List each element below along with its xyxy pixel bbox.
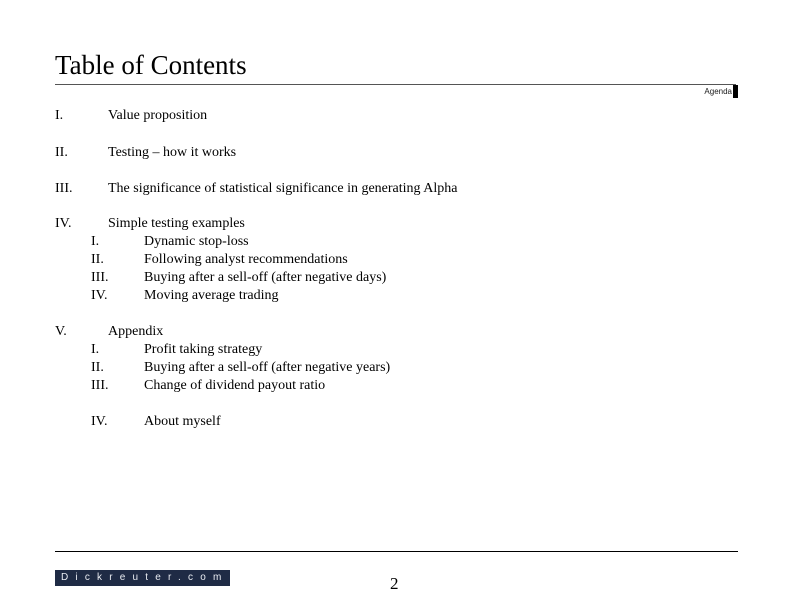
toc-numeral: V. — [55, 324, 67, 339]
footer-rule — [55, 551, 738, 552]
toc-subitem: Buying after a sell-off (after negative years) — [144, 360, 391, 375]
title-underline — [55, 84, 736, 85]
toc-subitem: Change of dividend payout ratio — [144, 378, 326, 393]
toc-item-significance: The significance of statistical significance in generating Alpha — [108, 181, 458, 196]
page-title: Table of Contents — [55, 50, 247, 80]
toc-item-testing-examples: Simple testing examples — [108, 216, 245, 231]
toc-sub-numeral: III. — [91, 270, 109, 285]
toc-subitem: About myself — [144, 414, 221, 429]
toc-sub-numeral: II. — [91, 360, 104, 375]
toc-numeral: IV. — [55, 216, 72, 231]
toc-sub-numeral: II. — [91, 252, 104, 267]
toc-numeral: III. — [55, 181, 73, 196]
toc-sub-numeral: I. — [91, 234, 100, 249]
toc-subitem: Following analyst recommendations — [144, 252, 348, 267]
toc-sub-numeral: III. — [91, 378, 109, 393]
toc-item-testing: Testing – how it works — [108, 145, 237, 160]
toc-numeral: II. — [55, 145, 68, 160]
toc-item-value-proposition: Value proposition — [108, 108, 208, 123]
page-number: 2 — [390, 574, 399, 593]
toc-sub-numeral: IV. — [91, 414, 108, 429]
toc-sub-numeral: IV. — [91, 288, 108, 303]
toc-subitem: Dynamic stop-loss — [144, 234, 249, 249]
toc-subitem: Buying after a sell-off (after negative days) — [144, 270, 387, 285]
toc-item-appendix: Appendix — [108, 324, 164, 339]
brand-logo: Dickreuter.com — [55, 570, 230, 586]
section-tag-marker — [733, 85, 738, 98]
toc-sub-numeral: I. — [91, 342, 100, 357]
section-tag: Agenda — [704, 87, 732, 96]
toc-numeral: I. — [55, 108, 64, 123]
toc-subitem: Moving average trading — [144, 288, 279, 303]
toc-subitem: Profit taking strategy — [144, 342, 263, 357]
